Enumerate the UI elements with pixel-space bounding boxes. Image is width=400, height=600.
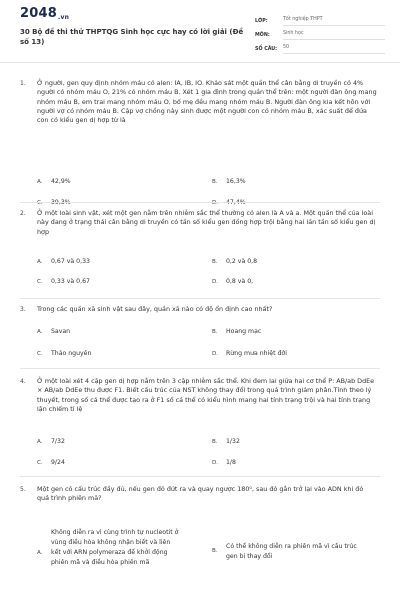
question-number: 2. <box>20 210 26 217</box>
option-c[interactable] <box>37 278 90 286</box>
option-letter: B. <box>212 179 218 185</box>
question-number: 4. <box>20 378 26 385</box>
question-text: Một gen có cấu trúc đầy đủ, nếu gen đó đứt ra và quay ngược 180⁰, sau đó gắn trở lại vào ADN khi đó quá trình phiên mã? <box>37 485 364 503</box>
option-text: Hoang mạc <box>226 328 262 335</box>
option-letter: D. <box>212 351 219 357</box>
meta-info <box>255 14 385 56</box>
option-text: 42,9% <box>51 178 71 185</box>
option-b[interactable] <box>212 438 240 446</box>
option-c[interactable] <box>37 459 65 467</box>
option-letter: A. <box>37 259 43 265</box>
option-text: 1/8 <box>226 459 236 466</box>
option-a[interactable] <box>37 438 65 446</box>
option-text: 47,4% <box>226 199 246 206</box>
question-number: 5. <box>20 486 26 493</box>
option-letter: C. <box>37 460 43 466</box>
meta-label: LỚP: <box>255 18 268 24</box>
option-b[interactable] <box>212 178 246 186</box>
option-letter: D. <box>212 460 219 466</box>
meta-label: SỐ CÂU: <box>255 46 278 52</box>
divider <box>20 202 380 203</box>
option-c[interactable] <box>37 350 91 358</box>
meta-value: 50 <box>283 44 385 54</box>
option-letter: B. <box>212 439 218 445</box>
brand-name: 2048 <box>20 6 57 21</box>
option-c[interactable] <box>37 199 71 207</box>
option-text: 0,8 và 0, <box>226 278 254 285</box>
option-d[interactable] <box>212 199 246 207</box>
meta-row-lop <box>255 14 385 28</box>
option-text: Thảo nguyên <box>51 350 92 357</box>
option-text: Có thể không diễn ra phiên mã vì cấu trúc gen bị thay đổi <box>226 543 357 560</box>
meta-row-mon <box>255 28 385 42</box>
divider <box>20 368 380 369</box>
meta-label: MÔN: <box>255 32 270 38</box>
meta-value: Tốt nghiệp THPT <box>283 16 385 26</box>
option-letter: A. <box>37 439 43 445</box>
option-letter: A. <box>37 550 43 556</box>
header <box>0 0 400 63</box>
option-text: 0,33 và 0,67 <box>51 278 90 285</box>
option-text: Không diễn ra vì cùng trình tự nucleotit ở vùng điều hòa không nhận biết và liên kết với ARN polymeraza để khởi động phiên mã và điều hòa phiên mã <box>51 529 179 566</box>
meta-row-socau <box>255 42 385 56</box>
option-text: 9/24 <box>51 459 65 466</box>
option-text: Savan <box>51 328 71 335</box>
option-b[interactable] <box>212 258 257 266</box>
option-letter: A. <box>37 179 43 185</box>
option-letter: C. <box>37 279 43 285</box>
question-number: 3. <box>20 306 26 313</box>
option-letter: D. <box>212 279 219 285</box>
option-letter: D. <box>212 200 219 206</box>
option-letter: B. <box>212 329 218 335</box>
meta-value: Sinh học <box>283 30 385 40</box>
logo[interactable] <box>20 6 69 21</box>
option-d[interactable] <box>212 278 253 286</box>
divider <box>20 298 380 299</box>
option-text: 7/32 <box>51 438 65 445</box>
brand-suffix: .vn <box>57 14 70 21</box>
question-text: Ở người, gen quy định nhóm máu có alen: IA, IB, IO. Khảo sát một quần thể cân bằng di truyền có 4% người có nhóm máu O, 21% có nhóm máu B. Xét 1 gia đình trong quần thể trên: một người đàn ông mang nhóm máu B, em trai mang nhóm máu O, bố mẹ đều mang nhóm máu B. Người đàn ông kia kết hôn với người vợ có nhóm máu B. Cặp vợ chồng này sinh được một người con có nhóm máu B, xác suất để đứa con có kiểu gen dị hợp từ là <box>37 79 377 125</box>
option-b[interactable] <box>212 328 261 336</box>
option-a[interactable] <box>37 258 90 266</box>
option-d[interactable] <box>212 459 236 467</box>
option-text: 39,3% <box>51 199 71 206</box>
option-a[interactable] <box>37 178 71 186</box>
option-text: 0,67 và 0,33 <box>51 258 90 265</box>
option-a[interactable] <box>37 528 187 568</box>
question-text: Trong các quần xã sinh vật sau đây, quần xã nào có độ ổn định cao nhất? <box>37 305 273 313</box>
option-letter: B. <box>212 548 218 554</box>
option-letter: A. <box>37 329 43 335</box>
option-d[interactable] <box>212 350 287 358</box>
option-b[interactable] <box>212 542 372 562</box>
option-text: 16,3% <box>226 178 246 185</box>
option-text: 0,2 và 0,8 <box>226 258 258 265</box>
option-a[interactable] <box>37 328 70 336</box>
question-number: 1. <box>20 80 26 87</box>
option-letter: B. <box>212 259 218 265</box>
page-title: 30 Bộ đề thi thử THPTQG Sinh học cực hay có lời giải (Đề số 13) <box>20 28 244 46</box>
question-text: Ở một loài sinh vật, xét một gen nằm trên nhiễm sắc thể thường có alen là A và a. Một quần thể của loài này đang ở trạng thái cân bằng di truyền có tần số kiểu gen đồng hợp trội bằng hai lần tần số kiểu gen dị hợp <box>37 209 376 236</box>
option-text: Rừng mưa nhiệt đới <box>226 350 287 357</box>
option-text: 1/32 <box>226 438 240 445</box>
question-text: Ở một loài xét 4 cặp gen dị hợp nằm trên 3 cặp nhiễm sắc thể. Khi đem lai giữa hai cơ thể P: AB/ab DdEe × AB/ab DdEe thu được F1. Biết cấu trúc của NST không thay đổi trong quá trình giảm phân.Tính theo lý thuyết, trong số cá thể được tạo ra ở F1 số cá thể có kiểu hình mang hai tính trạng trội và hai tính trạng lặn chiếm tỉ lệ <box>37 377 375 413</box>
option-letter: C. <box>37 200 43 206</box>
option-letter: C. <box>37 351 43 357</box>
divider <box>20 476 380 477</box>
